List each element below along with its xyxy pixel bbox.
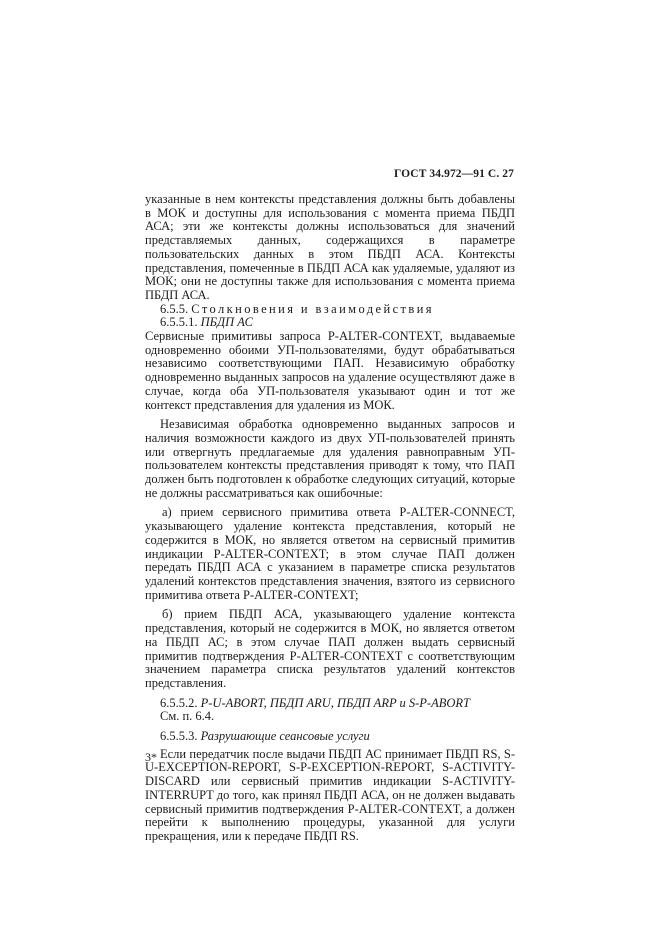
section-number: 6.5.5.2. [160,695,198,710]
list-item-a: а) прием сервисного примитива ответа P-ALTER-CONNECT, указывающего удаление контекста представления, который не содержится в МОК, но является ответом на сервисный примитив индикации P-ALTER-CONTEXT; в этом случае ПАП должен передать ПБДП АСА с указанием в параметре списка результатов удалений контекстов представления значения, взятого из сервисного примитива ответа P-ALTER-CONTEXT; [145,505,515,602]
section-title: Столкновения и взаимодействия [191,301,434,316]
body-text [145,193,515,844]
section-title: P-U-ABORT, ПБДП ARU, ПБДП ARP и S-P-ABORT [200,695,470,710]
section-heading-6-5-5-1 [145,316,515,330]
running-header: ГОСТ 34.972—91 С. 27 [393,168,514,180]
section-heading-6-5-5-3 [145,730,515,744]
section-number: 6.5.5.3. [160,729,198,744]
paragraph-simultaneous-requests: Сервисные примитивы запроса P-ALTER-CONTEXT, выдаваемые одновременно обоими УП-пользователями, будут обрабатываться независимо соответствующими ПАП. Независимую обработку одновременно выданных запросов на удаление осуществляют даже в случае, когда оба УП-пользователя указывают один и тот же контекст представления для удаления из МОК. [145,329,515,412]
signature-mark: 3* [145,750,157,764]
section-heading-6-5-5-2 [145,697,515,711]
paragraph-continuation: указанные в нем контексты представления должны быть добавлены в МОК и доступны для использования с момента приема ПБДП АСА; эти же контексты должны использоваться для значений представляемых данных, содержащихся в параметре пользовательских данных в этом ПБДП АСА. Контексты представления, помеченные в ПБДП АСА как удаляемые, удаляют из МОК; они не доступны также для использования с момента приема ПБДП АСА. [145,192,515,302]
paragraph-independent-processing: Независимая обработка одновременно выданных запросов и наличия возможности каждого из двух УП-пользователей принять или отвергнуть предлагаемые для удаления равноправным УП-пользователем контексты представления приводят к тому, что ПАП должен быть подготовлен к обработке следующих ситуаций, которые не должны рассматриваться как ошибочные: [145,417,515,500]
section-number: 6.5.5.1. [160,315,198,330]
section-title: ПБДП АС [200,315,253,330]
section-reference: См. п. 6.4. [160,709,215,724]
section-heading-6-5-5 [145,303,515,317]
paragraph-disruptive-services: Если передатчик после выдачи ПБДП АС принимает ПБДП RS, S-U-EXCEPTION-REPORT, S-P-EXCEPTION-REPORT, S-ACTIVITY-DISCARD или сервисный примитив индикации S-ACTIVITY-INTERRUPT до того, как принял ПБДП АСА, он не должен выдавать сервисный примитив подтверждения P-ALTER-CONTEXT, а должен перейти к выполнению процедуры, указанной для услуги прекращения, или к передаче ПБДП RS. [145,746,515,843]
list-item-b: б) прием ПБДП АСА, указывающего удаление контекста представления, который не содержится в МОК, но является ответом на ПБДП АС; в этом случае ПАП должен выдать сервисный примитив подтверждения P-ALTER-CONTEXT с соответствующим значением параметра списка результатов удалений контекстов представления. [145,607,515,690]
section-number: 6.5.5. [160,301,189,316]
section-title: Разрушающие сеансовые услуги [200,729,370,744]
